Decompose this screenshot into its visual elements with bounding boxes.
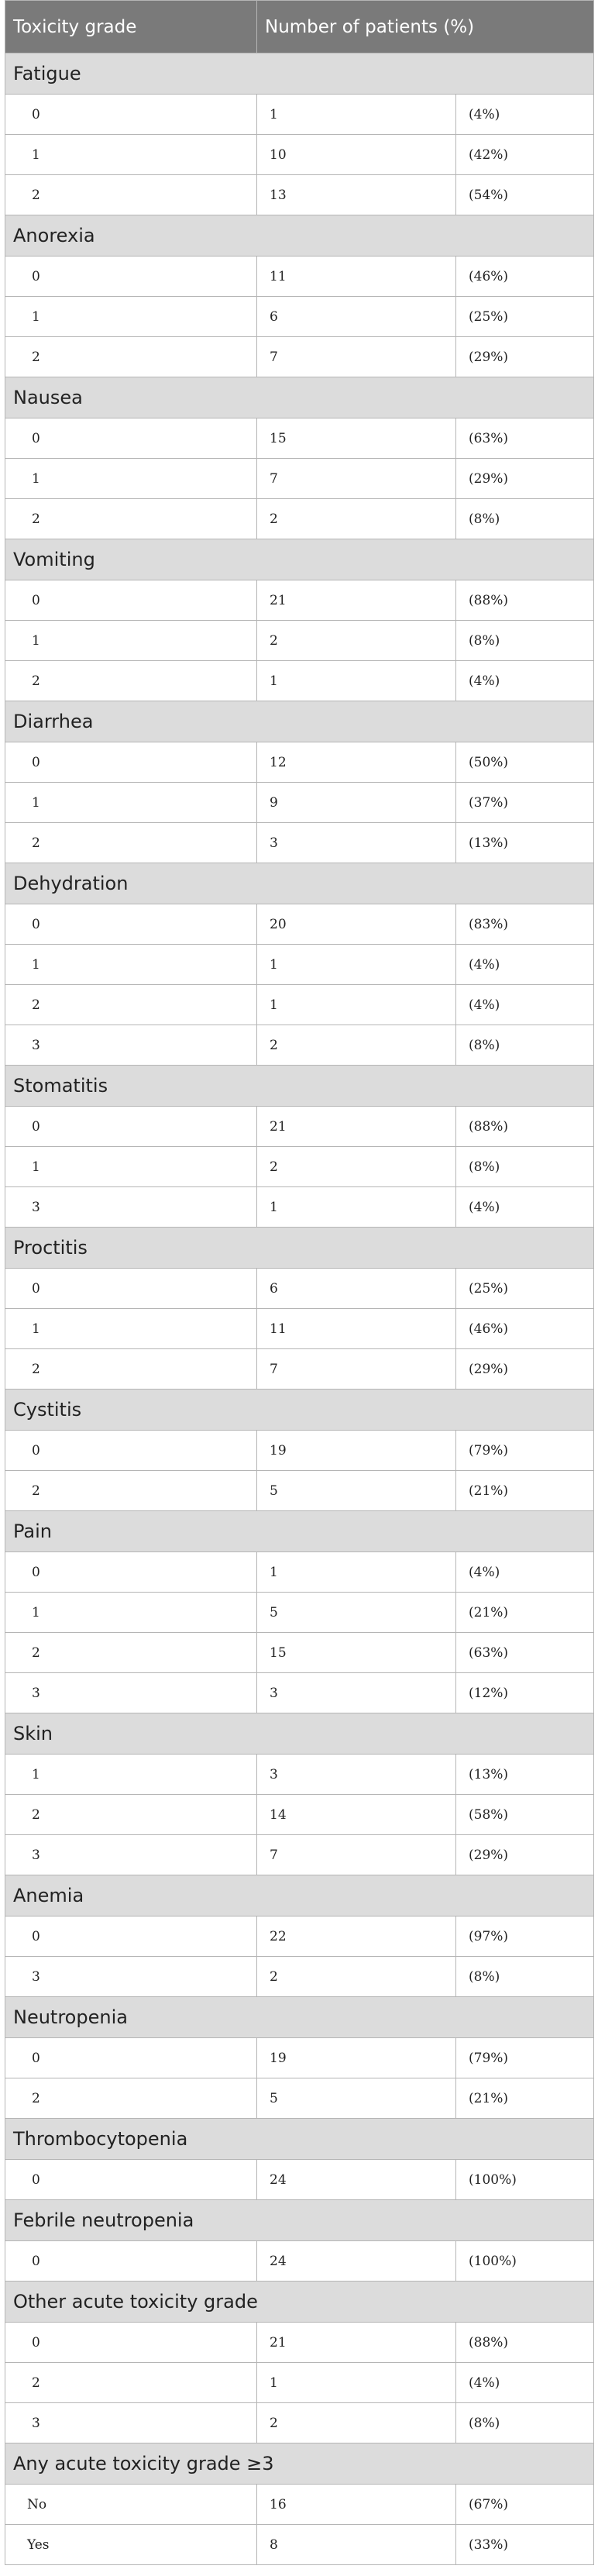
grade-cell: 1 [5, 1593, 257, 1633]
section-row [5, 539, 594, 580]
percentage-cell: (13%) [456, 823, 594, 863]
section-title: Anemia [5, 1875, 594, 1917]
table-row [5, 175, 594, 215]
section-row [5, 1511, 594, 1552]
section-row [5, 215, 594, 257]
grade-cell: 2 [5, 1349, 257, 1390]
patient-count-cell: 7 [257, 1349, 456, 1390]
percentage-cell: (21%) [456, 2078, 594, 2119]
patient-count-cell: 14 [257, 1795, 456, 1835]
percentage-cell: (83%) [456, 904, 594, 945]
percentage-cell: (8%) [456, 499, 594, 539]
table-row [5, 1269, 594, 1309]
patient-count-cell: 2 [257, 1025, 456, 1066]
patient-count-cell: 7 [257, 1835, 456, 1875]
grade-cell: 2 [5, 2363, 257, 2403]
section-title: Any acute toxicity grade ≥3 [5, 2443, 594, 2485]
patient-count-cell: 1 [257, 1187, 456, 1228]
grade-cell: 3 [5, 1187, 257, 1228]
patient-count-cell: 19 [257, 2038, 456, 2078]
grade-cell: 2 [5, 823, 257, 863]
table-row [5, 459, 594, 499]
table-row [5, 1835, 594, 1875]
patient-count-cell: 24 [257, 2241, 456, 2282]
percentage-cell: (21%) [456, 1593, 594, 1633]
section-row [5, 1875, 594, 1917]
grade-cell: 0 [5, 904, 257, 945]
percentage-cell: (97%) [456, 1917, 594, 1957]
section-row [5, 863, 594, 904]
percentage-cell: (29%) [456, 337, 594, 377]
grade-cell: 3 [5, 1835, 257, 1875]
section-row [5, 2282, 594, 2323]
patient-count-cell: 15 [257, 418, 456, 459]
patient-count-cell: 20 [257, 904, 456, 945]
patient-count-cell: 3 [257, 1755, 456, 1795]
table-row [5, 742, 594, 783]
patient-count-cell: 21 [257, 580, 456, 621]
table-row [5, 904, 594, 945]
patient-count-cell: 24 [257, 2160, 456, 2200]
table-row [5, 2363, 594, 2403]
patient-count-cell: 2 [257, 499, 456, 539]
patient-count-cell: 1 [257, 2363, 456, 2403]
grade-cell: No [5, 2485, 257, 2525]
table-row [5, 1957, 594, 1997]
patient-count-cell: 6 [257, 297, 456, 337]
section-row [5, 1066, 594, 1107]
section-title: Other acute toxicity grade [5, 2282, 594, 2323]
table-row [5, 2525, 594, 2565]
percentage-cell: (88%) [456, 580, 594, 621]
grade-cell: 0 [5, 95, 257, 135]
percentage-cell: (67%) [456, 2485, 594, 2525]
section-row [5, 53, 594, 95]
patient-count-cell: 11 [257, 257, 456, 297]
patient-count-cell: 1 [257, 945, 456, 985]
grade-cell: 1 [5, 1147, 257, 1187]
patient-count-cell: 2 [257, 2403, 456, 2443]
grade-cell: 0 [5, 2038, 257, 2078]
section-title: Neutropenia [5, 1997, 594, 2038]
grade-cell: 1 [5, 783, 257, 823]
section-title: Dehydration [5, 863, 594, 904]
grade-cell: 0 [5, 742, 257, 783]
section-title: Anorexia [5, 215, 594, 257]
percentage-cell: (63%) [456, 418, 594, 459]
header-row [5, 1, 594, 53]
table-row [5, 1673, 594, 1713]
grade-cell: 2 [5, 337, 257, 377]
table-row [5, 1187, 594, 1228]
grade-cell: 0 [5, 2241, 257, 2282]
percentage-cell: (4%) [456, 661, 594, 701]
percentage-cell: (37%) [456, 783, 594, 823]
grade-cell: 0 [5, 257, 257, 297]
section-title: Cystitis [5, 1390, 594, 1431]
table-row [5, 1755, 594, 1795]
percentage-cell: (4%) [456, 95, 594, 135]
patient-count-cell: 22 [257, 1917, 456, 1957]
table-row [5, 621, 594, 661]
percentage-cell: (33%) [456, 2525, 594, 2565]
percentage-cell: (8%) [456, 1957, 594, 1997]
grade-cell: 2 [5, 2078, 257, 2119]
grade-cell: 1 [5, 1309, 257, 1349]
table-body [5, 53, 594, 2565]
patient-count-cell: 11 [257, 1309, 456, 1349]
percentage-cell: (54%) [456, 175, 594, 215]
grade-cell: 1 [5, 459, 257, 499]
patient-count-cell: 5 [257, 2078, 456, 2119]
grade-cell: 0 [5, 418, 257, 459]
section-title: Diarrhea [5, 701, 594, 742]
table-row [5, 1107, 594, 1147]
table-row [5, 2241, 594, 2282]
percentage-cell: (21%) [456, 1471, 594, 1511]
percentage-cell: (29%) [456, 1349, 594, 1390]
section-row [5, 2119, 594, 2160]
patient-count-cell: 2 [257, 621, 456, 661]
patient-count-cell: 9 [257, 783, 456, 823]
percentage-cell: (79%) [456, 1431, 594, 1471]
percentage-cell: (4%) [456, 945, 594, 985]
patient-count-cell: 2 [257, 1147, 456, 1187]
patient-count-cell: 5 [257, 1471, 456, 1511]
percentage-cell: (50%) [456, 742, 594, 783]
percentage-cell: (88%) [456, 2323, 594, 2363]
grade-cell: 2 [5, 1471, 257, 1511]
table-row [5, 1349, 594, 1390]
patient-count-cell: 7 [257, 459, 456, 499]
section-row [5, 1713, 594, 1755]
patient-count-cell: 12 [257, 742, 456, 783]
grade-cell: 0 [5, 1917, 257, 1957]
table-row [5, 95, 594, 135]
patient-count-cell: 7 [257, 337, 456, 377]
section-title: Skin [5, 1713, 594, 1755]
patient-count-cell: 21 [257, 2323, 456, 2363]
percentage-cell: (88%) [456, 1107, 594, 1147]
header-toxicity-grade: Toxicity grade [5, 1, 257, 53]
patient-count-cell: 10 [257, 135, 456, 175]
percentage-cell: (29%) [456, 459, 594, 499]
grade-cell: 2 [5, 175, 257, 215]
table-row [5, 1147, 594, 1187]
grade-cell: 3 [5, 1957, 257, 1997]
grade-cell: 0 [5, 2323, 257, 2363]
table-row [5, 135, 594, 175]
table-row [5, 2485, 594, 2525]
table-row [5, 1431, 594, 1471]
table-row [5, 1025, 594, 1066]
table-row [5, 945, 594, 985]
table-row [5, 499, 594, 539]
grade-cell: 3 [5, 1025, 257, 1066]
grade-cell: 3 [5, 1673, 257, 1713]
percentage-cell: (29%) [456, 1835, 594, 1875]
table-row [5, 1795, 594, 1835]
patient-count-cell: 21 [257, 1107, 456, 1147]
grade-cell: 1 [5, 1755, 257, 1795]
grade-cell: 2 [5, 661, 257, 701]
section-title: Thrombocytopenia [5, 2119, 594, 2160]
patient-count-cell: 3 [257, 823, 456, 863]
table-row [5, 2323, 594, 2363]
section-row [5, 701, 594, 742]
table-header [5, 1, 594, 53]
percentage-cell: (79%) [456, 2038, 594, 2078]
grade-cell: 1 [5, 945, 257, 985]
table-row [5, 985, 594, 1025]
patient-count-cell: 19 [257, 1431, 456, 1471]
table-row [5, 2160, 594, 2200]
percentage-cell: (46%) [456, 1309, 594, 1349]
patient-count-cell: 15 [257, 1633, 456, 1673]
patient-count-cell: 13 [257, 175, 456, 215]
patient-count-cell: 3 [257, 1673, 456, 1713]
table-row [5, 2403, 594, 2443]
grade-cell: 2 [5, 1795, 257, 1835]
grade-cell: 0 [5, 580, 257, 621]
grade-cell: 0 [5, 1269, 257, 1309]
section-title: Pain [5, 1511, 594, 1552]
percentage-cell: (4%) [456, 1552, 594, 1593]
percentage-cell: (4%) [456, 985, 594, 1025]
percentage-cell: (25%) [456, 1269, 594, 1309]
grade-cell: 0 [5, 1431, 257, 1471]
toxicity-table [5, 0, 594, 2565]
section-title: Vomiting [5, 539, 594, 580]
table-row [5, 1309, 594, 1349]
section-title: Fatigue [5, 53, 594, 95]
percentage-cell: (100%) [456, 2160, 594, 2200]
header-number-of-patients: Number of patients (%) [257, 1, 594, 53]
percentage-cell: (8%) [456, 621, 594, 661]
table-row [5, 661, 594, 701]
table-row [5, 1917, 594, 1957]
table-row [5, 1633, 594, 1673]
grade-cell: 2 [5, 985, 257, 1025]
patient-count-cell: 8 [257, 2525, 456, 2565]
table-row [5, 1471, 594, 1511]
percentage-cell: (4%) [456, 2363, 594, 2403]
patient-count-cell: 1 [257, 661, 456, 701]
section-row [5, 2200, 594, 2241]
table-row [5, 1552, 594, 1593]
section-row [5, 1997, 594, 2038]
percentage-cell: (42%) [456, 135, 594, 175]
patient-count-cell: 1 [257, 1552, 456, 1593]
percentage-cell: (8%) [456, 1147, 594, 1187]
grade-cell: Yes [5, 2525, 257, 2565]
grade-cell: 0 [5, 2160, 257, 2200]
patient-count-cell: 2 [257, 1957, 456, 1997]
percentage-cell: (63%) [456, 1633, 594, 1673]
table-row [5, 580, 594, 621]
section-title: Febrile neutropenia [5, 2200, 594, 2241]
table-row [5, 2038, 594, 2078]
patient-count-cell: 5 [257, 1593, 456, 1633]
section-row [5, 1390, 594, 1431]
section-row [5, 377, 594, 418]
grade-cell: 1 [5, 135, 257, 175]
grade-cell: 0 [5, 1107, 257, 1147]
grade-cell: 3 [5, 2403, 257, 2443]
percentage-cell: (4%) [456, 1187, 594, 1228]
percentage-cell: (12%) [456, 1673, 594, 1713]
percentage-cell: (13%) [456, 1755, 594, 1795]
patient-count-cell: 16 [257, 2485, 456, 2525]
section-title: Stomatitis [5, 1066, 594, 1107]
grade-cell: 0 [5, 1552, 257, 1593]
section-title: Nausea [5, 377, 594, 418]
percentage-cell: (58%) [456, 1795, 594, 1835]
grade-cell: 2 [5, 1633, 257, 1673]
patient-count-cell: 1 [257, 95, 456, 135]
table-row [5, 297, 594, 337]
grade-cell: 1 [5, 621, 257, 661]
table-row [5, 783, 594, 823]
grade-cell: 2 [5, 499, 257, 539]
percentage-cell: (100%) [456, 2241, 594, 2282]
table-row [5, 337, 594, 377]
table-row [5, 257, 594, 297]
patient-count-cell: 6 [257, 1269, 456, 1309]
percentage-cell: (8%) [456, 1025, 594, 1066]
section-title: Proctitis [5, 1228, 594, 1269]
table-row [5, 1593, 594, 1633]
percentage-cell: (46%) [456, 257, 594, 297]
table-row [5, 823, 594, 863]
percentage-cell: (25%) [456, 297, 594, 337]
table-row [5, 418, 594, 459]
grade-cell: 1 [5, 297, 257, 337]
section-row [5, 2443, 594, 2485]
percentage-cell: (8%) [456, 2403, 594, 2443]
patient-count-cell: 1 [257, 985, 456, 1025]
section-row [5, 1228, 594, 1269]
table-row [5, 2078, 594, 2119]
